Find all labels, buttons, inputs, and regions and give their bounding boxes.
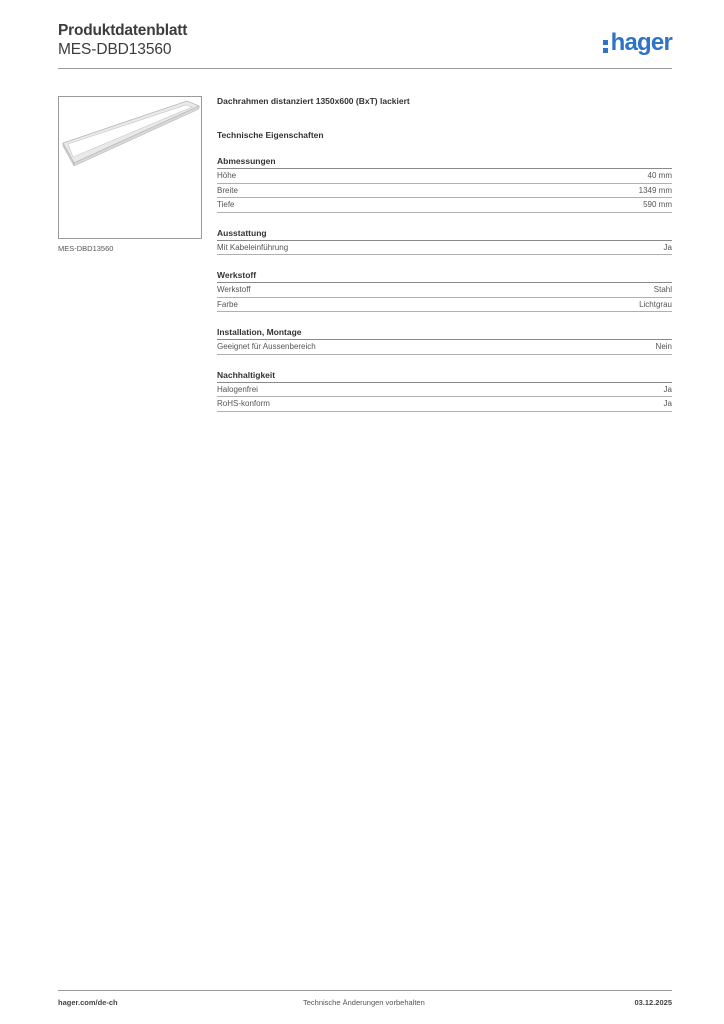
property-row — [217, 169, 672, 184]
product-image — [58, 96, 202, 239]
property-value: Stahl — [653, 285, 672, 294]
property-row — [217, 397, 672, 412]
property-row — [217, 283, 672, 298]
section-title: Werkstoff — [217, 270, 672, 283]
property-row — [217, 383, 672, 398]
footer-website-link[interactable]: hager.com/de-ch — [58, 998, 118, 1007]
footer-date: 03.12.2025 — [634, 998, 672, 1007]
property-label: Tiefe — [217, 200, 235, 209]
property-value: Ja — [663, 242, 672, 252]
property-value: Lichtgrau — [639, 299, 672, 309]
section-title: Ausstattung — [217, 228, 672, 241]
roof-frame-illustration — [59, 97, 201, 238]
footer-divider — [58, 990, 672, 991]
property-label: Geeignet für Aussenbereich — [217, 342, 316, 351]
product-name: Dachrahmen distanziert 1350x600 (BxT) lackiert — [217, 96, 410, 106]
property-value: Ja — [663, 384, 672, 394]
hager-logo — [603, 30, 672, 56]
property-label: Farbe — [217, 299, 238, 309]
property-row — [217, 340, 672, 355]
property-value: 590 mm — [643, 200, 672, 209]
logo-dots-icon — [603, 35, 610, 53]
section-sustainability — [217, 370, 672, 412]
property-row — [217, 298, 672, 313]
section-equipment — [217, 228, 672, 256]
section-title: Nachhaltigkeit — [217, 370, 672, 383]
section-title: Abmessungen — [217, 156, 672, 169]
property-value: 1349 mm — [638, 185, 672, 195]
logo-text: hager — [610, 29, 672, 56]
header-divider — [58, 68, 672, 69]
image-caption: MES-DBD13560 — [58, 244, 114, 253]
page-header — [58, 22, 672, 68]
property-row — [217, 241, 672, 256]
property-label: RoHS-konform — [217, 399, 270, 408]
property-label: Breite — [217, 185, 238, 195]
section-material — [217, 270, 672, 312]
property-row — [217, 198, 672, 213]
property-value: Nein — [655, 342, 672, 351]
property-value: Ja — [663, 399, 672, 408]
tech-properties-heading: Technische Eigenschaften — [217, 130, 324, 140]
property-label: Höhe — [217, 171, 237, 180]
property-value: 40 mm — [647, 171, 672, 180]
document-title: Produktdatenblatt — [58, 22, 188, 39]
section-installation — [217, 327, 672, 355]
property-row — [217, 184, 672, 199]
property-label: Halogenfrei — [217, 384, 258, 394]
section-dimensions — [217, 156, 672, 213]
footer-notice: Technische Änderungen vorbehalten — [303, 998, 425, 1007]
property-label: Werkstoff — [217, 285, 251, 294]
property-label: Mit Kabeleinführung — [217, 242, 289, 252]
product-details — [217, 96, 672, 412]
section-title: Installation, Montage — [217, 327, 672, 340]
product-code: MES-DBD13560 — [58, 41, 172, 58]
